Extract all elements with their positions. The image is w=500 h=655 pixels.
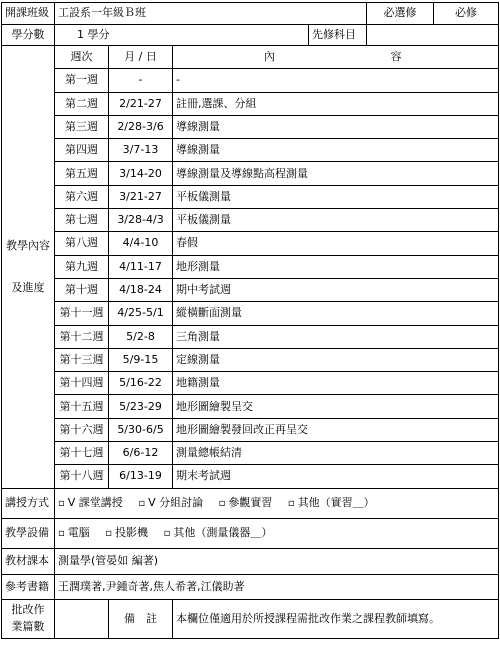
credits-label: 學分數: [2, 25, 55, 46]
checkbox-icon: ▫: [218, 498, 226, 510]
credits-row: [2, 25, 499, 46]
table-row: [2, 418, 499, 441]
table-row: [2, 255, 499, 278]
table-row: [2, 372, 499, 395]
method-option-field-trip[interactable]: ▫ 參觀實習: [218, 496, 273, 510]
prereq-label: 先修科目: [309, 25, 367, 46]
week-column-header: 週次: [55, 46, 109, 69]
content-cell: 導線測量及導線點高程測量: [173, 162, 499, 185]
content-cell: 測量總帳結清: [173, 442, 499, 465]
content-cell: 縱橫斷面測量: [173, 302, 499, 325]
class-value: 工設系一年級Ｂ班: [55, 3, 367, 25]
textbook-label: 教材課本: [2, 548, 55, 574]
method-label: 講授方式: [2, 488, 55, 518]
content-column-header: [173, 46, 499, 69]
table-row: [2, 115, 499, 138]
type-value: 必修: [434, 3, 499, 25]
table-row: [2, 69, 499, 92]
date-cell: 4/25-5/1: [109, 302, 173, 325]
checkbox-icon: ▫: [58, 498, 65, 510]
remark-value: 本欄位僅適用於所授課程需批改作業之課程教師填寫。: [173, 599, 499, 638]
content-cell: 導線測量: [173, 139, 499, 162]
date-cell: 6/6-12: [109, 442, 173, 465]
content-cell: 平板儀測量: [173, 185, 499, 208]
content-cell: 春假: [173, 232, 499, 255]
reference-row: [2, 574, 499, 599]
date-cell: 5/16-22: [109, 372, 173, 395]
date-cell: 3/28-4/3: [109, 209, 173, 232]
schedule-header-row: [2, 46, 499, 69]
week-cell: 第七週: [55, 209, 109, 232]
content-header-1: 內: [264, 50, 275, 64]
week-cell: 第六週: [55, 185, 109, 208]
week-cell: 第十週: [55, 278, 109, 301]
date-cell: 5/2-8: [109, 325, 173, 348]
content-cell: 地形圖繪製呈交: [173, 395, 499, 418]
method-option-discussion[interactable]: ▫ V 分組討論: [138, 496, 204, 510]
date-cell: 5/23-29: [109, 395, 173, 418]
date-cell: 5/9-15: [109, 348, 173, 371]
side-label-2: 及進度: [11, 280, 45, 294]
date-cell: 2/21-27: [109, 92, 173, 115]
week-cell: 第十一週: [55, 302, 109, 325]
table-row: [2, 442, 499, 465]
schedule-side-label: [2, 46, 55, 489]
side-label-1: 教學內容: [6, 238, 50, 252]
table-row: [2, 209, 499, 232]
checkbox-icon: ▫: [163, 528, 171, 540]
table-row: [2, 302, 499, 325]
table-row: [2, 395, 499, 418]
week-cell: 第九週: [55, 255, 109, 278]
prereq-value: [367, 25, 499, 46]
week-cell: 第五週: [55, 162, 109, 185]
date-cell: 5/30-6/5: [109, 418, 173, 441]
content-cell: 導線測量: [173, 115, 499, 138]
week-cell: 第十四週: [55, 372, 109, 395]
content-cell: 地籍測量: [173, 372, 499, 395]
content-cell: 定線測量: [173, 348, 499, 371]
grading-row: [2, 599, 499, 638]
type-label: 必選修: [367, 3, 434, 25]
date-cell: 4/18-24: [109, 278, 173, 301]
checkbox-icon: ▫: [105, 528, 113, 540]
class-label: 開課班級: [2, 3, 55, 25]
date-cell: 6/13-19: [109, 465, 173, 488]
week-cell: 第四週: [55, 139, 109, 162]
grading-value: [55, 599, 109, 638]
grading-label: 批改作 業篇數: [2, 599, 55, 638]
content-cell: -: [173, 69, 499, 92]
table-row: [2, 162, 499, 185]
content-header-2: 容: [390, 50, 402, 64]
textbook-row: [2, 548, 499, 574]
date-cell: 4/11-17: [109, 255, 173, 278]
equipment-label: 教學設備: [2, 518, 55, 548]
table-row: [2, 139, 499, 162]
content-cell: 三角測量: [173, 325, 499, 348]
table-row: [2, 348, 499, 371]
date-cell: 3/7-13: [109, 139, 173, 162]
checkbox-icon: ▫: [58, 528, 65, 540]
date-cell: 2/28-3/6: [109, 115, 173, 138]
method-options: [55, 488, 499, 518]
date-cell: 3/21-27: [109, 185, 173, 208]
equipment-option-computer[interactable]: ▫ 電腦: [58, 526, 90, 540]
content-cell: 期中考試週: [173, 278, 499, 301]
method-option-other[interactable]: ▫ 其他（實習＿）: [287, 496, 375, 510]
checkbox-icon: ▫: [287, 498, 295, 510]
content-cell: 平板儀測量: [173, 209, 499, 232]
week-cell: 第一週: [55, 69, 109, 92]
teaching-method-row: [2, 488, 499, 518]
date-cell: 3/14-20: [109, 162, 173, 185]
week-cell: 第十六週: [55, 418, 109, 441]
week-cell: 第十八週: [55, 465, 109, 488]
table-row: [2, 465, 499, 488]
equipment-option-other[interactable]: ▫ 其他（測量儀器＿）: [163, 526, 273, 540]
table-row: [2, 325, 499, 348]
week-cell: 第十七週: [55, 442, 109, 465]
week-cell: 第十五週: [55, 395, 109, 418]
week-cell: 第二週: [55, 92, 109, 115]
content-cell: 地形測量: [173, 255, 499, 278]
table-row: [2, 278, 499, 301]
week-cell: 第十三週: [55, 348, 109, 371]
credits-value: 1 學分: [55, 25, 309, 46]
content-cell: 期末考試週: [173, 465, 499, 488]
week-cell: 第三週: [55, 115, 109, 138]
equipment-row: [2, 518, 499, 548]
reference-value: 王潤璞著,尹鍾奇著,焦人希著,江儀助著: [55, 574, 499, 599]
class-row: [2, 3, 499, 25]
content-cell: 註冊,選課、分組: [173, 92, 499, 115]
table-row: [2, 232, 499, 255]
table-row: [2, 92, 499, 115]
date-column-header: 月 / 日: [109, 46, 173, 69]
textbook-value: 測量學(管晏如 編著): [55, 548, 499, 574]
equipment-options: [55, 518, 499, 548]
method-option-lecture[interactable]: ▫ V 課堂講授: [58, 496, 123, 510]
date-cell: 4/4-10: [109, 232, 173, 255]
remark-label: 備 註: [109, 599, 173, 638]
week-cell: 第十二週: [55, 325, 109, 348]
date-cell: -: [109, 69, 173, 92]
content-cell: 地形圖繪製發回改正再呈交: [173, 418, 499, 441]
table-row: [2, 185, 499, 208]
checkbox-icon: ▫: [138, 498, 146, 510]
reference-label: 參考書籍: [2, 574, 55, 599]
week-cell: 第八週: [55, 232, 109, 255]
course-syllabus-table: [1, 2, 499, 639]
equipment-option-projector[interactable]: ▫ 投影機: [105, 526, 149, 540]
